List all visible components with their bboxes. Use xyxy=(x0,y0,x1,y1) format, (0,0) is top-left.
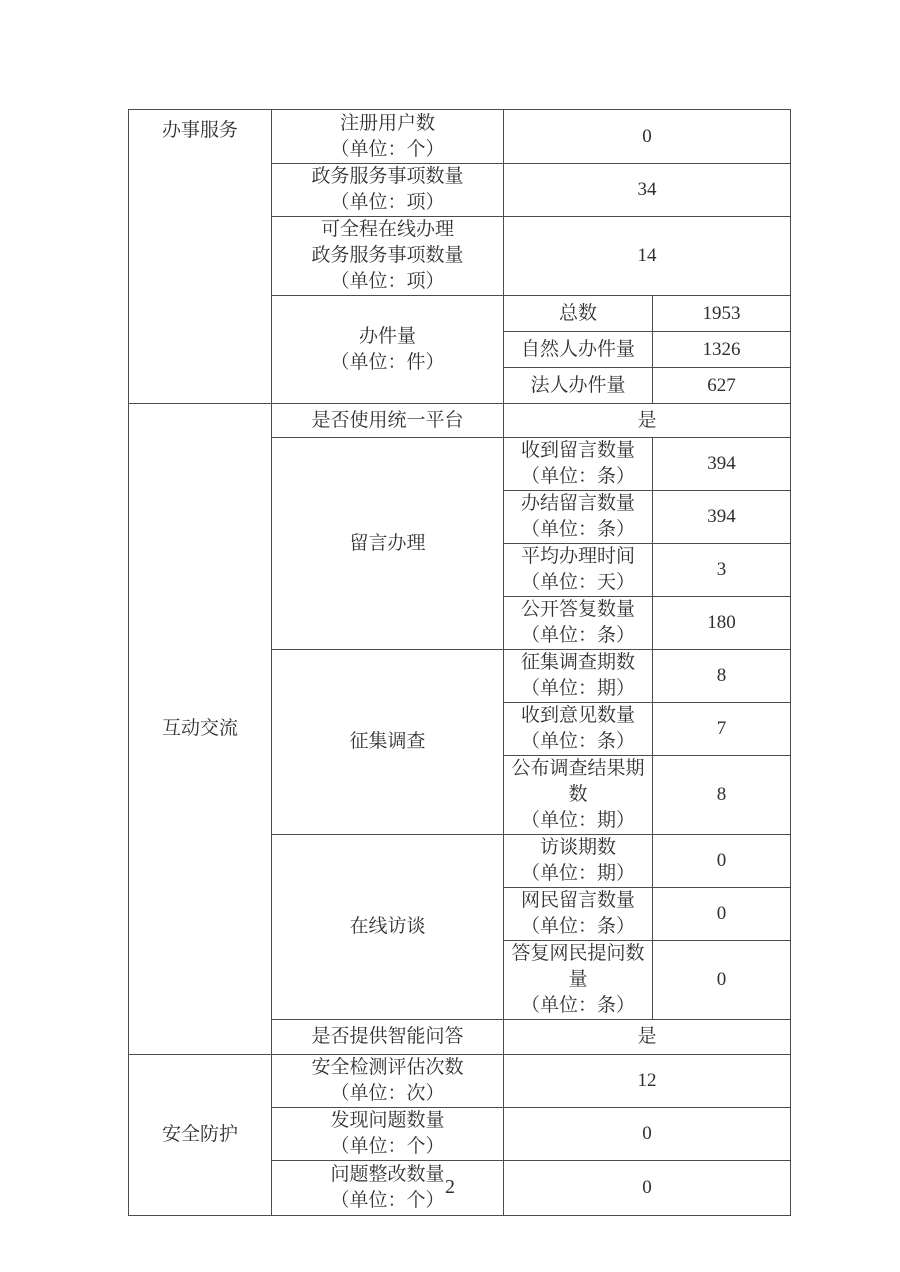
metric-group-cell: 在线访谈 xyxy=(272,835,504,1020)
metric-value-cell: 0 xyxy=(653,888,791,941)
metric-unit-line: （单位：天） xyxy=(520,572,635,593)
submetric-label-cell: 自然人办件量 xyxy=(504,332,653,368)
metric-value-cell: 8 xyxy=(653,756,791,835)
metric-value-cell: 是 xyxy=(504,404,791,438)
metric-label-line: 网民留言数量 xyxy=(520,890,635,911)
metric-value-cell: 627 xyxy=(653,368,791,404)
metric-label-line: 问题整改数量 xyxy=(330,1164,445,1185)
metric-value-cell: 180 xyxy=(653,597,791,650)
metric-label-line: 平均办理时间 xyxy=(520,546,635,567)
metric-label-line: 发现问题数量 xyxy=(330,1110,445,1131)
metric-label-line: 访谈期数 xyxy=(539,837,616,858)
section-category: 互动交流 xyxy=(129,404,272,1055)
metric-value-cell: 3 xyxy=(653,544,791,597)
metric-value-cell: 是 xyxy=(504,1020,791,1055)
submetric-label-cell xyxy=(504,756,653,835)
metric-value-cell: 34 xyxy=(504,164,791,217)
metric-label-line: 征集调查期数 xyxy=(520,652,635,673)
metric-group-cell xyxy=(272,296,504,404)
submetric-label-cell xyxy=(504,650,653,703)
submetric-label-cell xyxy=(504,888,653,941)
metric-value-cell: 8 xyxy=(653,650,791,703)
metric-label-line: 答复网民提问数量 xyxy=(511,943,645,990)
section-category: 办事服务 xyxy=(129,110,272,404)
metric-unit-line: （单位：条） xyxy=(520,519,635,540)
metric-value-cell: 7 xyxy=(653,703,791,756)
submetric-label-cell: 总数 xyxy=(504,296,653,332)
metric-label-line: 收到留言数量 xyxy=(520,440,635,461)
metric-value-cell: 12 xyxy=(504,1055,791,1108)
metric-label-cell xyxy=(272,1108,504,1161)
metric-value-cell: 0 xyxy=(653,941,791,1020)
metric-label-cell xyxy=(272,1055,504,1108)
metric-label-cell: 是否提供智能问答 xyxy=(272,1020,504,1055)
metric-unit-line: （单位：项） xyxy=(330,192,445,213)
page-number: 2 xyxy=(445,1176,455,1198)
submetric-label-cell xyxy=(504,438,653,491)
metric-value-cell: 1326 xyxy=(653,332,791,368)
metric-value-cell: 0 xyxy=(504,1108,791,1161)
metric-label-line: 办结留言数量 xyxy=(520,493,635,514)
metric-label-line: 公布调查结果期数 xyxy=(511,758,645,805)
metric-unit-line: （单位：期） xyxy=(520,863,635,884)
metric-value-cell: 0 xyxy=(504,110,791,164)
metric-label-cell xyxy=(272,110,504,164)
metric-label-line: 政务服务事项数量 xyxy=(311,166,464,187)
metric-unit-line: （单位：个） xyxy=(330,1190,445,1211)
submetric-label-cell xyxy=(504,703,653,756)
metric-value-cell: 1953 xyxy=(653,296,791,332)
submetric-label-cell: 法人办件量 xyxy=(504,368,653,404)
metric-group-cell: 征集调查 xyxy=(272,650,504,835)
submetric-label-cell xyxy=(504,544,653,597)
metric-unit-line: （单位：期） xyxy=(520,810,635,831)
metric-label-line: 政务服务事项数量 xyxy=(311,245,464,266)
submetric-label-cell xyxy=(504,491,653,544)
metric-label-line: 注册用户数 xyxy=(339,112,435,134)
metric-label-line: 安全检测评估次数 xyxy=(311,1057,464,1078)
metric-unit-line: （单位：期） xyxy=(520,678,635,699)
metric-label-cell xyxy=(272,217,504,296)
metric-label-line: 办件量 xyxy=(358,325,416,347)
metric-group-cell: 留言办理 xyxy=(272,438,504,650)
metric-unit-line: （单位：个） xyxy=(330,1136,445,1157)
metric-unit-line: （单位：条） xyxy=(520,466,635,487)
submetric-label-cell xyxy=(504,597,653,650)
metric-value-cell: 394 xyxy=(653,491,791,544)
metric-value-cell: 394 xyxy=(653,438,791,491)
metric-label-line: 公开答复数量 xyxy=(520,599,635,620)
metric-unit-line: （单位：次） xyxy=(330,1083,445,1104)
section-category: 安全防护 xyxy=(129,1055,272,1216)
submetric-label-cell xyxy=(504,835,653,888)
metric-label-cell xyxy=(272,164,504,217)
submetric-label-cell xyxy=(504,941,653,1020)
metric-unit-line: （单位：条） xyxy=(520,995,635,1016)
metric-unit-line: （单位：项） xyxy=(330,271,445,292)
metric-unit-line: （单位：条） xyxy=(520,916,635,937)
metric-value-cell: 14 xyxy=(504,217,791,296)
metric-unit-line: （单位：条） xyxy=(520,625,635,646)
metric-label-line: 可全程在线办理 xyxy=(320,219,454,240)
annual-report-table xyxy=(128,109,791,1216)
metric-unit-line: （单位：条） xyxy=(520,731,635,752)
metric-unit-line: （单位：个） xyxy=(330,138,445,160)
metric-value-cell: 0 xyxy=(653,835,791,888)
metric-label-cell: 是否使用统一平台 xyxy=(272,404,504,438)
metric-value-cell: 0 xyxy=(504,1161,791,1216)
metric-label-line: 收到意见数量 xyxy=(520,705,635,726)
metric-unit-line: （单位：件） xyxy=(330,351,445,373)
